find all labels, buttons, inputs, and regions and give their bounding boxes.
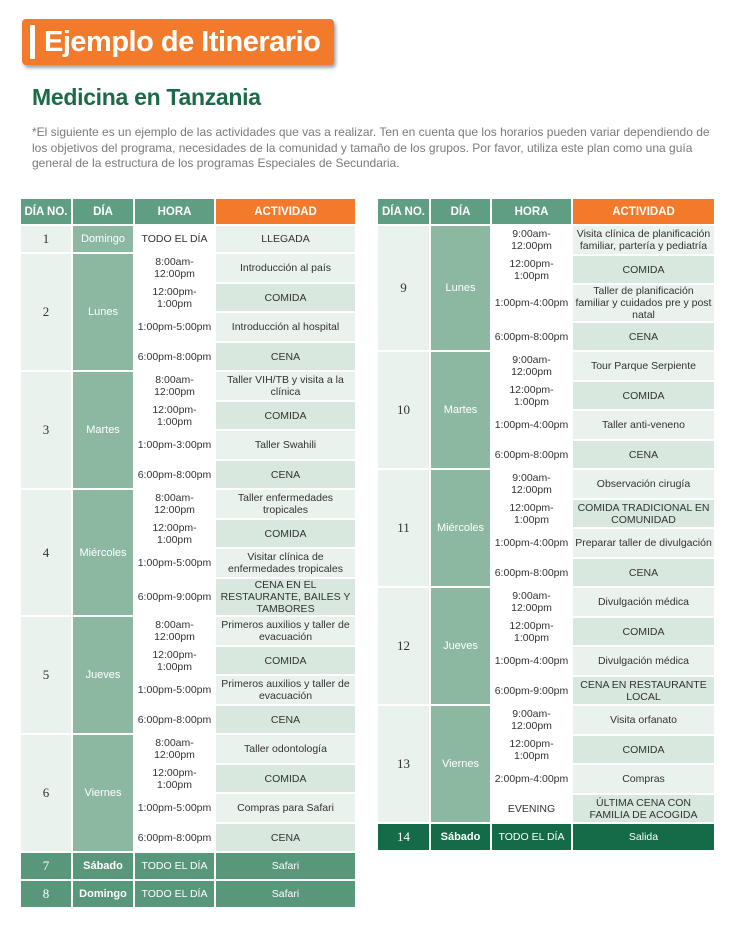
title-banner [22, 19, 334, 65]
table-row [21, 824, 355, 851]
activity-cell: Taller odontología [216, 735, 355, 763]
header-day: DÍA [73, 199, 133, 224]
page-title: Medicina en Tanzania [32, 84, 261, 110]
table-row [21, 676, 355, 704]
hour-cell: 6:00pm-9:00pm [135, 579, 214, 615]
activity-cell: CENA [216, 824, 355, 851]
activity-cell: COMIDA TRADICIONAL EN COMUNIDAD [573, 500, 714, 527]
day-name: Miércoles [431, 470, 490, 586]
table-row [378, 824, 714, 850]
hour-cell: 9:00am-12:00pm [492, 588, 571, 616]
table-row [21, 226, 355, 252]
activity-cell: Observación cirugía [573, 470, 714, 498]
hour-cell: 9:00am-12:00pm [492, 226, 571, 254]
day-number: 4 [21, 490, 71, 615]
hour-cell: TODO EL DÍA [135, 853, 214, 879]
day-name: Jueves [431, 588, 490, 704]
hour-cell: 12:00pm-1:00pm [492, 382, 571, 409]
activity-cell: COMIDA [216, 402, 355, 429]
activity-cell: COMIDA [573, 256, 714, 283]
day-name: Sábado [73, 853, 133, 879]
day-name: Lunes [73, 254, 133, 370]
table-row [21, 765, 355, 792]
day-number: 10 [378, 352, 429, 468]
day-name: Miércoles [73, 490, 133, 615]
day-name: Martes [73, 372, 133, 488]
day-number: 13 [378, 706, 429, 822]
activity-cell: Tour Parque Serpiente [573, 352, 714, 380]
day-name: Viernes [431, 706, 490, 822]
activity-cell: Taller VIH/TB y visita a la clínica [216, 372, 355, 400]
activity-cell: CENA [573, 559, 714, 586]
itinerary-table-left [19, 197, 357, 909]
hour-cell: 12:00pm-1:00pm [135, 402, 214, 429]
table-row [21, 735, 355, 763]
hour-cell: 6:00pm-8:00pm [135, 706, 214, 733]
hour-cell: 1:00pm-5:00pm [135, 549, 214, 577]
hour-cell: 1:00pm-4:00pm [492, 411, 571, 439]
table-row [21, 706, 355, 733]
hour-cell: 12:00pm-1:00pm [135, 765, 214, 792]
activity-cell: COMIDA [216, 647, 355, 674]
activity-cell: CENA [216, 706, 355, 733]
table-row [378, 588, 714, 616]
table-row [21, 431, 355, 459]
activity-cell: LLEGADA [216, 226, 355, 252]
table-row [21, 461, 355, 488]
hour-cell: TODO EL DÍA [135, 226, 214, 252]
activity-cell: Visitar clínica de enfermedades tropicales [216, 549, 355, 577]
header-hour: HORA [492, 199, 571, 224]
day-number: 11 [378, 470, 429, 586]
hour-cell: 8:00am-12:00pm [135, 372, 214, 400]
activity-cell: ÚLTIMA CENA CON FAMILIA DE ACOGIDA [573, 795, 714, 822]
hour-cell: 12:00pm-1:00pm [492, 618, 571, 645]
day-number: 9 [378, 226, 429, 350]
activity-cell: Compras para Safari [216, 794, 355, 822]
hour-cell: 6:00pm-8:00pm [492, 559, 571, 586]
table-row [21, 520, 355, 547]
hour-cell: 1:00pm-5:00pm [135, 794, 214, 822]
hour-cell: 1:00pm-4:00pm [492, 529, 571, 557]
hour-cell: 9:00am-12:00pm [492, 470, 571, 498]
table-row [378, 706, 714, 734]
hour-cell: 12:00pm-1:00pm [135, 520, 214, 547]
activity-cell: Safari [216, 881, 355, 907]
day-number: 12 [378, 588, 429, 704]
hour-cell: 8:00am-12:00pm [135, 254, 214, 282]
activity-cell: COMIDA [216, 284, 355, 311]
header-activity: ACTIVIDAD [216, 199, 355, 224]
header-day-no: DÍA NO. [378, 199, 429, 224]
activity-cell: Introducción al país [216, 254, 355, 282]
activity-cell: CENA EN RESTAURANTE LOCAL [573, 677, 714, 704]
banner-title: Ejemplo de Itinerario [44, 26, 321, 58]
activity-cell: CENA EN EL RESTAURANTE, BAILES Y TAMBORES [216, 579, 355, 615]
table-row [21, 372, 355, 400]
day-name: Domingo [73, 881, 133, 907]
intro-text: *El siguiente es un ejemplo de las actividades que vas a realizar. Ten en cuenta que los horarios pueden variar dependiendo de los objetivos del programa, necesidades de la comunidad y tamaño de los grupos. Por favor, utiliza este plan como una guía general de la estructura de los programas Especiales de Secundaria. [32, 125, 710, 170]
hour-cell: 12:00pm-1:00pm [135, 284, 214, 311]
activity-cell: CENA [573, 441, 714, 468]
hour-cell: 6:00pm-8:00pm [135, 343, 214, 370]
table-row [378, 226, 714, 254]
activity-cell: Taller enfermedades tropicales [216, 490, 355, 518]
activity-cell: Salida [573, 824, 714, 850]
activity-cell: Divulgación médica [573, 588, 714, 616]
hour-cell: 1:00pm-3:00pm [135, 431, 214, 459]
activity-cell: COMIDA [573, 382, 714, 409]
hour-cell: 6:00pm-9:00pm [492, 677, 571, 704]
hour-cell: 8:00am-12:00pm [135, 735, 214, 763]
table-row [21, 490, 355, 518]
table-row [378, 352, 714, 380]
table-row [21, 402, 355, 429]
activity-cell: Introducción al hospital [216, 313, 355, 341]
table-row [21, 579, 355, 615]
day-number: 5 [21, 617, 71, 733]
activity-cell: Safari [216, 853, 355, 879]
day-name: Viernes [73, 735, 133, 851]
hour-cell: 1:00pm-5:00pm [135, 313, 214, 341]
hour-cell: 2:00pm-4:00pm [492, 765, 571, 793]
hour-cell: 8:00am-12:00pm [135, 617, 214, 645]
activity-cell: CENA [573, 323, 714, 350]
activity-cell: Taller Swahili [216, 431, 355, 459]
table-row [21, 647, 355, 674]
day-number: 8 [21, 881, 71, 907]
day-name: Martes [431, 352, 490, 468]
table-row [21, 549, 355, 577]
day-name: Sábado [431, 824, 490, 850]
hour-cell: 1:00pm-4:00pm [492, 285, 571, 321]
day-number: 7 [21, 853, 71, 879]
header-hour: HORA [135, 199, 214, 224]
day-number: 3 [21, 372, 71, 488]
day-number: 2 [21, 254, 71, 370]
table-row [21, 853, 355, 879]
header-activity: ACTIVIDAD [573, 199, 714, 224]
activity-cell: Taller de planificación familiar y cuidados pre y post natal [573, 285, 714, 321]
hour-cell: 1:00pm-5:00pm [135, 676, 214, 704]
hour-cell: 6:00pm-8:00pm [492, 441, 571, 468]
table-row [378, 470, 714, 498]
table-row [21, 284, 355, 311]
table-row [21, 617, 355, 645]
day-name: Lunes [431, 226, 490, 350]
day-number: 1 [21, 226, 71, 252]
hour-cell: TODO EL DÍA [135, 881, 214, 907]
hour-cell: 8:00am-12:00pm [135, 490, 214, 518]
activity-cell: Visita clínica de planificación familiar, partería y pediatría [573, 226, 714, 254]
activity-cell: COMIDA [216, 520, 355, 547]
itinerary-table-right [376, 197, 716, 852]
hour-cell: 1:00pm-4:00pm [492, 647, 571, 675]
hour-cell: 6:00pm-8:00pm [135, 824, 214, 851]
activity-cell: Compras [573, 765, 714, 793]
activity-cell: COMIDA [216, 765, 355, 792]
hour-cell: 12:00pm-1:00pm [492, 736, 571, 763]
hour-cell: EVENING [492, 795, 571, 822]
activity-cell: Visita orfanato [573, 706, 714, 734]
table-row [21, 313, 355, 341]
hour-cell: TODO EL DÍA [492, 824, 571, 850]
header-day-no: DÍA NO. [21, 199, 71, 224]
activity-cell: Preparar taller de divulgación [573, 529, 714, 557]
day-number: 14 [378, 824, 429, 850]
day-number: 6 [21, 735, 71, 851]
activity-cell: CENA [216, 461, 355, 488]
activity-cell: COMIDA [573, 618, 714, 645]
hour-cell: 12:00pm-1:00pm [492, 256, 571, 283]
day-name: Jueves [73, 617, 133, 733]
hour-cell: 9:00am-12:00pm [492, 706, 571, 734]
hour-cell: 6:00pm-8:00pm [135, 461, 214, 488]
table-row [21, 794, 355, 822]
hour-cell: 9:00am-12:00pm [492, 352, 571, 380]
activity-cell: Divulgación médica [573, 647, 714, 675]
hour-cell: 12:00pm-1:00pm [492, 500, 571, 527]
activity-cell: Primeros auxilios y taller de evacuación [216, 617, 355, 645]
activity-cell: COMIDA [573, 736, 714, 763]
hour-cell: 6:00pm-8:00pm [492, 323, 571, 350]
table-row [21, 881, 355, 907]
banner-accent-bar [30, 25, 35, 59]
activity-cell: CENA [216, 343, 355, 370]
header-day: DÍA [431, 199, 490, 224]
activity-cell: Taller anti-veneno [573, 411, 714, 439]
activity-cell: Primeros auxilios y taller de evacuación [216, 676, 355, 704]
hour-cell: 12:00pm-1:00pm [135, 647, 214, 674]
day-name: Domingo [73, 226, 133, 252]
table-row [21, 343, 355, 370]
table-row [21, 254, 355, 282]
